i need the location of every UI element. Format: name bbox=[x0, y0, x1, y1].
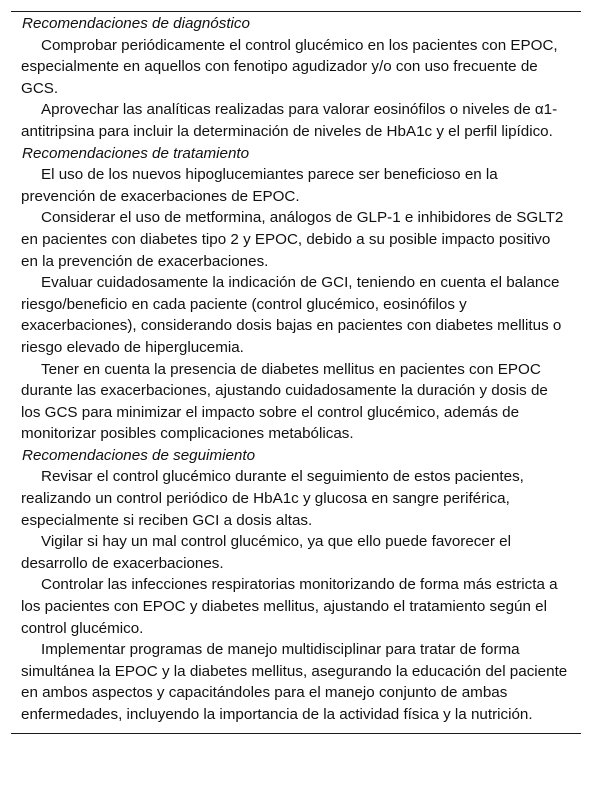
section-heading: Recomendaciones de diagnóstico bbox=[22, 15, 250, 32]
recommendation-item: Revisar el control glucémico durante el seguimiento de estos pacientes, realizando un control periódico de HbA1c y glucosa en sangre periférica, especialmente si reciben GCI a dosis altas. bbox=[21, 468, 524, 529]
recommendation-item: Aprovechar las analíticas realizadas para valorar eosinófilos o niveles de α1-antitripsina para incluir la determinación de niveles de HbA1c y el perfil lipídico. bbox=[21, 101, 558, 140]
section-seguimiento bbox=[11, 445, 581, 726]
recommendation-item: Evaluar cuidadosamente la indicación de GCI, teniendo en cuenta el balance riesgo/beneficio en cada paciente (control glucémico, eosinófilos y exacerbaciones), considerando dosis bajas en pacientes con diabetes mellitus o riesgo elevado de hiperglucemia. bbox=[21, 274, 562, 356]
section-tratamiento bbox=[11, 143, 581, 445]
section-diagnostico bbox=[11, 13, 581, 143]
section-heading: Recomendaciones de seguimiento bbox=[22, 446, 256, 464]
recommendation-item: Vigilar si hay un mal control glucémico, ya que ello puede favorecer el desarrollo de exacerbaciones. bbox=[21, 533, 511, 572]
recommendation-item: Controlar las infecciones respiratorias monitorizando de forma más estricta a los pacientes con EPOC y diabetes mellitus, ajustando el tratamiento según el control glucémico. bbox=[21, 576, 558, 637]
recommendations-table bbox=[11, 11, 581, 734]
recommendation-item: El uso de los nuevos hipoglucemiantes parece ser beneficioso en la prevención de exacerbaciones de EPOC. bbox=[21, 166, 498, 205]
recommendation-item: Comprobar periódicamente el control glucémico en los pacientes con EPOC, especialmente en aquellos con fenotipo agudizador y/o con uso frecuente de GCS. bbox=[21, 36, 558, 97]
recommendation-item: Implementar programas de manejo multidisciplinar para tratar de forma simultánea la EPOC y la diabetes mellitus, asegurando la educación del paciente en ambos aspectos y capacitándoles para el manejo conjunto de ambas enfermedades, incluyendo la importancia de la actividad física y la nutrición. bbox=[21, 641, 568, 723]
recommendation-item: Considerar el uso de metformina, análogos de GLP-1 e inhibidores de SGLT2 en pacientes con diabetes tipo 2 y EPOC, debido a su posible impacto positivo en la prevención de exacerbaciones. bbox=[21, 209, 564, 270]
recommendation-item: Tener en cuenta la presencia de diabetes mellitus en pacientes con EPOC durante las exacerbaciones, ajustando cuidadosamente la duración y dosis de los GCS para minimizar el impacto sobre el control glucémico, además de monitorizar posibles complicaciones metabólicas. bbox=[21, 360, 548, 443]
section-heading: Recomendaciones de tratamiento bbox=[22, 144, 250, 162]
